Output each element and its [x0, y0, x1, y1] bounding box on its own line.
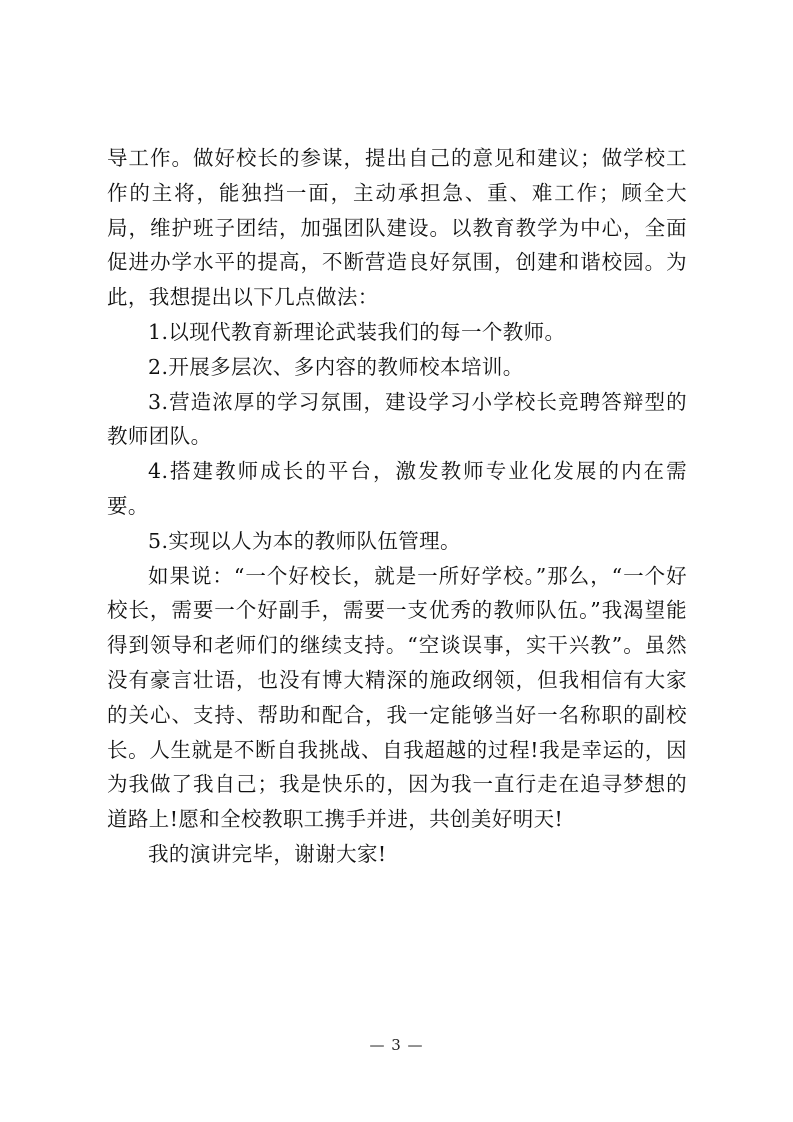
- list-item-1: 1.以现代教育新理论武装我们的每一个教师。: [148, 319, 566, 344]
- list-item-5: 5.实现以人为本的教师队伍管理。: [148, 528, 461, 553]
- list-item-3: 3.营造浓厚的学习氛围，建设学习小学校长竞聘答辩型的教师团队。: [107, 389, 687, 449]
- page-number: — 3 —: [369, 1036, 424, 1054]
- list-item-4: 4.搭建教师成长的平台，激发教师专业化发展的内在需要。: [107, 459, 687, 518]
- paragraph-closing: 我的演讲完毕，谢谢大家!: [148, 841, 387, 866]
- list-item-2: 2.开展多层次、多内容的教师校本培训。: [148, 354, 524, 379]
- document-body: [107, 141, 687, 872]
- paragraph-intro: 导工作。做好校长的参谋，提出自己的意见和建议；做学校工作的主将，能独挡一面，主动承担急、重、难工作；顾全大局，维护班子团结，加强团队建设。以教育教学为中心，全面促进办学水平的提高，不断营造良好氛围，创建和谐校园。为此，我想提出以下几点做法：: [107, 146, 687, 310]
- paragraph-conclusion: 如果说：“一个好校长，就是一所好学校。”那么，“一个好校长，需要一个好副手，需要一支优秀的教师队伍。”我渴望能得到领导和老师们的继续支持。“空谈误事，实干兴教”。虽然没有豪言壮语，也没有博大精深的施政纲领，但我相信有大家的关心、支持、帮助和配合，我一定能够当好一名称职的副校长。人生就是不断自我挑战、自我超越的过程!我是幸运的，因为我做了我自己；我是快乐的，因为我一直行走在追寻梦想的道路上!愿和全校教职工携手并进，共创美好明天!: [107, 563, 687, 832]
